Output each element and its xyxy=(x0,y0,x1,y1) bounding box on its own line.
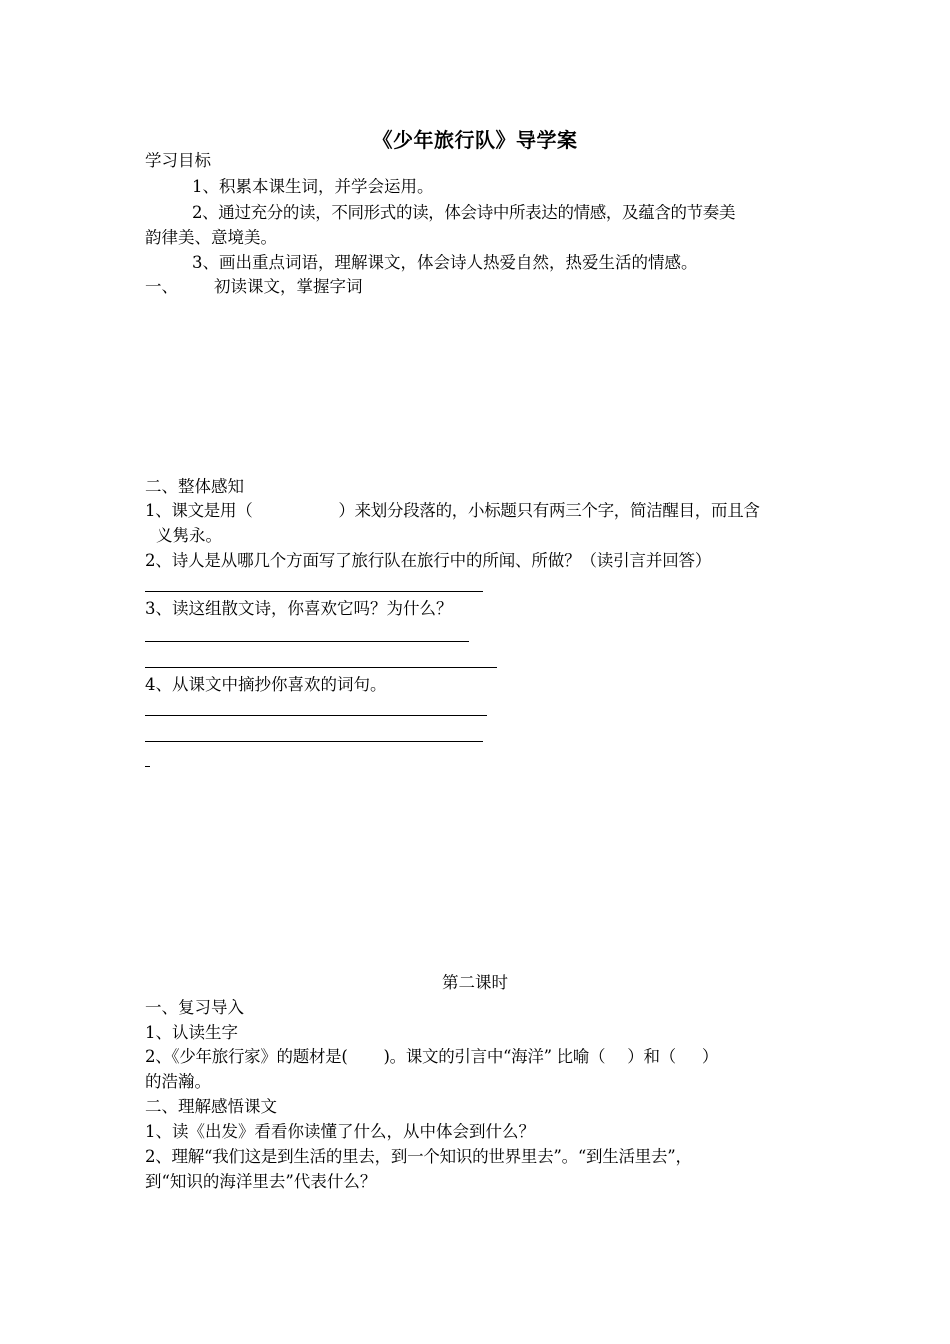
r2-part-d: ） xyxy=(701,1047,719,1066)
objective-2-line2: 韵律美、意境美。 xyxy=(145,228,277,247)
review-item-2 xyxy=(145,1046,718,1068)
understand-item-1: 1、读《出发》看看你读懂了什么，从中体会到什么？ xyxy=(145,1122,535,1141)
r2-part-c: ）和（ xyxy=(627,1047,676,1066)
review-heading: 一、复习导入 xyxy=(145,998,244,1017)
section2-heading: 二、整体感知 xyxy=(145,477,244,496)
understand-heading: 二、理解感悟课文 xyxy=(145,1097,277,1116)
section2-question-1 xyxy=(145,500,760,522)
answer-line-q3-2[interactable] xyxy=(145,667,497,668)
section2-question-3: 3、读这组散文诗，你喜欢它吗？为什么？ xyxy=(145,599,453,618)
review-item-1: 1、认读生字 xyxy=(145,1023,238,1042)
r2-part-b: )。课文的引言中“海洋” 比喻（ xyxy=(383,1047,606,1066)
answer-line-q3-1[interactable] xyxy=(145,641,469,642)
understand-item-2-line2: 到“知识的海洋里去”代表什么？ xyxy=(145,1172,377,1191)
stray-dash-mark xyxy=(145,766,150,767)
section1-heading xyxy=(145,276,363,298)
page-title: 《少年旅行队》导学案 xyxy=(372,128,578,152)
answer-line-q4-2[interactable] xyxy=(145,741,483,742)
understand-item-2-line1: 2、理解“我们这是到生活的里去，到一个知识的世界里去”。“到生活里去”， xyxy=(145,1147,692,1166)
objectives-heading: 学习目标 xyxy=(145,151,211,170)
lesson2-heading: 第二课时 xyxy=(442,973,508,992)
answer-line-q2[interactable] xyxy=(145,591,483,592)
objective-3: 3、画出重点词语，理解课文，体会诗人热爱自然，热爱生活的情感。 xyxy=(192,253,698,272)
section1-text: 初读课文，掌握字词 xyxy=(214,277,363,296)
review-item-2-line2: 的浩瀚。 xyxy=(145,1072,211,1091)
answer-line-q4-1[interactable] xyxy=(145,715,487,716)
section2-question-4: 4、从课文中摘抄你喜欢的词句。 xyxy=(145,675,387,694)
objective-1: 1、积累本课生词，并学会运用。 xyxy=(192,177,434,196)
section1-number: 一、 xyxy=(145,277,178,296)
q1-part-a: 1、课文是用（ xyxy=(145,501,253,520)
section2-question-1-line2: 义隽永。 xyxy=(156,526,222,545)
r2-part-a: 2、《少年旅行家》的题材是( xyxy=(145,1047,348,1066)
q1-part-b: ）来划分段落的，小标题只有两三个字，简洁醒目，而且含 xyxy=(338,501,760,520)
objective-2-line1: 2、通过充分的读，不同形式的读，体会诗中所表达的情感，及蕴含的节奏美 xyxy=(192,203,736,222)
section2-question-2: 2、诗人是从哪几个方面写了旅行队在旅行中的所闻、所做？（读引言并回答） xyxy=(145,551,712,570)
